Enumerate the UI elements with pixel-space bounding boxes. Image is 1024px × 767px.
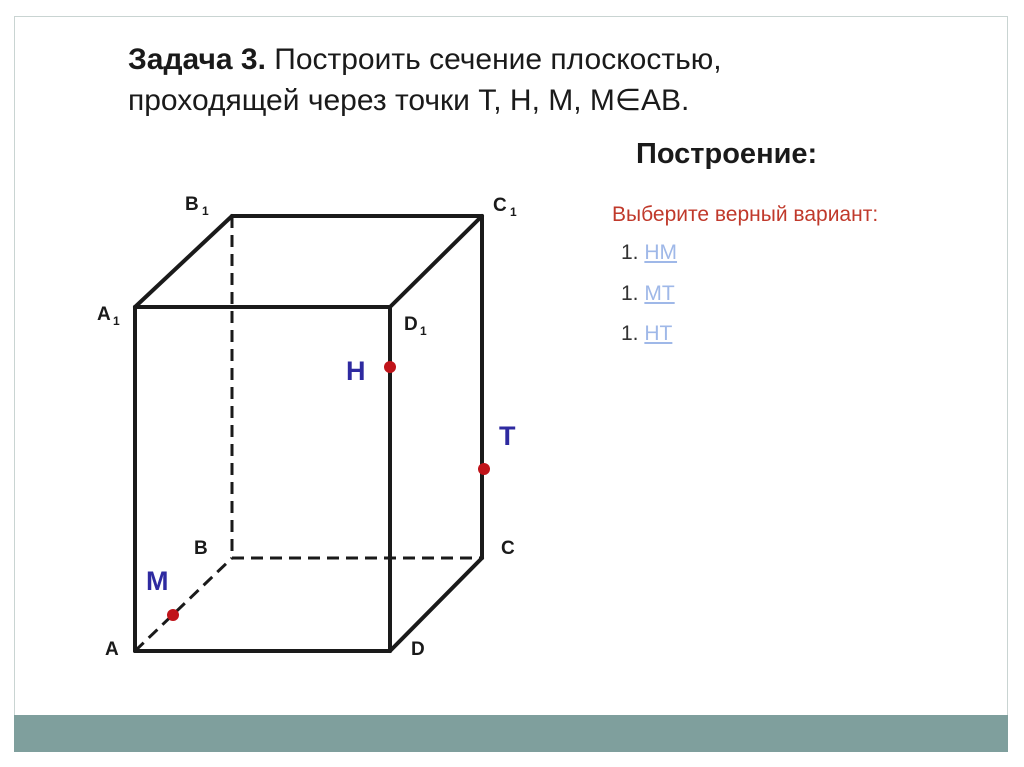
point-t <box>478 463 490 475</box>
option-number: 1. <box>621 282 645 305</box>
vertex-sub-b1: 1 <box>202 204 209 218</box>
edge-a1-b1 <box>135 216 232 307</box>
vertex-sub-d1: 1 <box>420 324 427 338</box>
point-label-h: H <box>346 356 366 386</box>
vertex-label-d: D <box>411 639 425 660</box>
option-link-mt[interactable]: МТ <box>644 282 675 305</box>
option-number: 1. <box>621 241 645 264</box>
vertex-label-a: A <box>105 639 119 660</box>
vertex-label-c1: C <box>493 195 507 216</box>
edge-c1-d1 <box>390 216 482 307</box>
vertex-sub-a1: 1 <box>113 314 120 328</box>
vertex-sub-c1: 1 <box>510 205 517 219</box>
vertex-label-a1: A <box>97 304 111 325</box>
option-number: 1. <box>621 322 645 345</box>
task-text-line2: проходящей через точки Т, Н, М, М∈АВ. <box>128 84 690 117</box>
edge-c-d <box>390 558 482 651</box>
choose-prompt: Выберите верный вариант: <box>612 203 879 226</box>
task-number: Задача 3. <box>128 43 266 76</box>
vertex-label-b1: B <box>185 194 199 215</box>
vertex-label-b: B <box>194 538 208 559</box>
option-link-nm[interactable]: НМ <box>644 241 678 264</box>
point-m <box>167 609 179 621</box>
point-label-m: M <box>146 566 169 596</box>
footer-bar <box>14 715 1008 752</box>
vertex-label-c: C <box>501 538 515 559</box>
point-h <box>384 361 396 373</box>
option-link-nt[interactable]: НТ <box>644 322 673 345</box>
task-text-line1: Построить сечение плоскостью, <box>265 43 722 76</box>
vertex-label-d1: D <box>404 314 418 335</box>
construction-heading: Построение: <box>636 138 818 170</box>
point-label-t: T <box>499 421 516 451</box>
